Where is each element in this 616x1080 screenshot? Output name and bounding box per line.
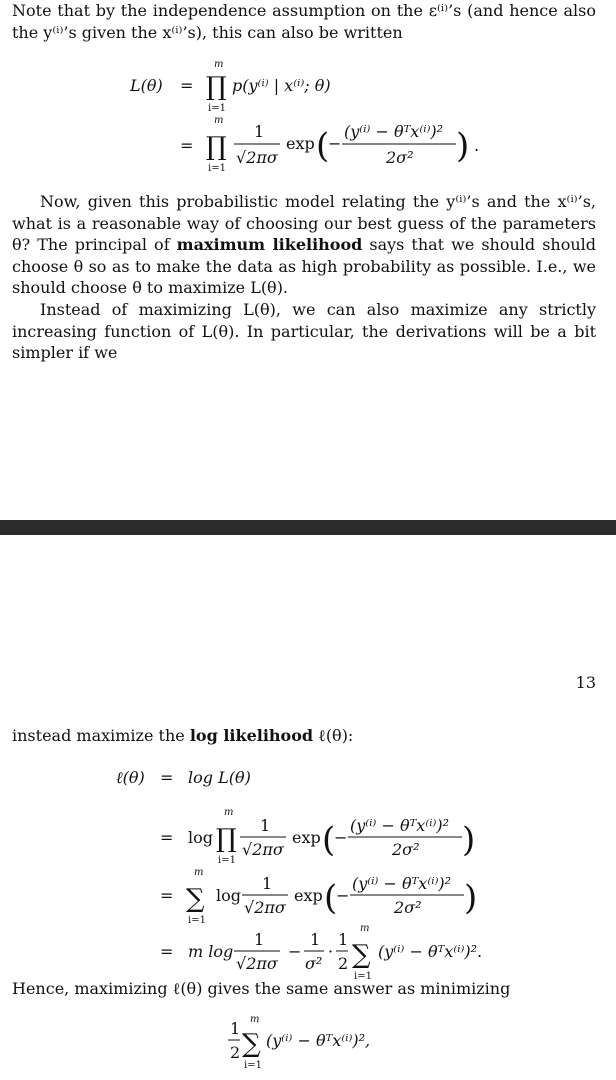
eq1-prod-2: ∏ xyxy=(206,132,227,162)
eq1-conditional: p(y⁽ⁱ⁾ | x⁽ⁱ⁾; θ) xyxy=(232,76,331,95)
eq2-log-3: log xyxy=(216,886,241,905)
eq2-frac-num-3: 1 xyxy=(262,874,273,893)
page-top xyxy=(0,0,616,520)
eq2-frac-num-4: 1 xyxy=(254,930,265,949)
eq1-exp-den: 2σ² xyxy=(386,148,414,167)
eq1-frac-num: 1 xyxy=(254,122,265,141)
eq2-equals-1: = xyxy=(160,768,174,787)
eq1-exp: exp xyxy=(286,134,315,153)
eq1-frac-den: √2πσ xyxy=(236,148,278,167)
eq2-frac-den-2: √2πσ xyxy=(242,840,284,859)
eq2-sum-term: (y⁽ⁱ⁾ − θᵀx⁽ⁱ⁾)². xyxy=(378,942,483,961)
eq2-one-a: 1 xyxy=(310,930,321,949)
eq3-sum-term: (y⁽ⁱ⁾ − θᵀx⁽ⁱ⁾)², xyxy=(266,1031,371,1050)
eq2-two: 2 xyxy=(338,954,349,973)
paragraph-hence: Hence, maximizing ℓ(θ) gives the same answer as minimizing xyxy=(12,979,511,998)
eq1-minus: − xyxy=(328,134,342,153)
eq1-prod-top-1: m xyxy=(214,59,224,70)
eq2-frac-num-2: 1 xyxy=(260,816,271,835)
eq2-frac-den-3: √2πσ xyxy=(244,898,286,917)
eq2-paren-right-3: ) xyxy=(464,878,478,918)
equation-log-likelihood xyxy=(0,757,616,982)
eq2-equals-2: = xyxy=(160,828,174,847)
eq2-sigma2: σ² xyxy=(305,954,323,973)
eq2-sum-4: ∑ xyxy=(352,940,371,970)
eq1-paren-left: ( xyxy=(316,126,330,166)
eq2-exp-den-2: 2σ² xyxy=(392,840,420,859)
eq1-prod-top-2: m xyxy=(214,115,224,126)
eq2-prod: ∏ xyxy=(216,824,237,854)
eq2-cdot: · xyxy=(328,942,334,961)
eq2-exp-num-3: (y⁽ⁱ⁾ − θᵀx⁽ⁱ⁾)² xyxy=(352,874,452,893)
eq2-sum-bottom-4: i=1 xyxy=(354,971,372,982)
eq2-sum-bottom-3: i=1 xyxy=(188,915,206,926)
eq2-one-b: 1 xyxy=(338,930,349,949)
eq2-lhs: ℓ(θ) xyxy=(116,768,145,787)
paragraph-independence: Note that by the independence assumption on the ε⁽ⁱ⁾’s (and hence also the y⁽ⁱ⁾’s given the x⁽ⁱ⁾’s), this can also be written xyxy=(12,1,596,42)
eq2-minus-3: − xyxy=(336,886,350,905)
eq1-equals-2: = xyxy=(180,136,194,155)
eq2-minus-4: − xyxy=(288,942,302,961)
eq3-two: 2 xyxy=(230,1043,241,1062)
eq2-sum-top-3: m xyxy=(194,867,204,878)
term-maximum-likelihood: maximum likelihood xyxy=(176,235,363,254)
eq2-frac-den-4: √2πσ xyxy=(236,954,278,973)
eq2-mlog: m log xyxy=(188,942,234,961)
eq2-paren-right-2: ) xyxy=(462,820,476,860)
eq1-prod-bottom-2: i=1 xyxy=(208,163,226,174)
eq2-log-L: log L(θ) xyxy=(188,768,251,787)
eq3-sum-bottom: i=1 xyxy=(244,1060,262,1071)
eq3-one: 1 xyxy=(230,1019,241,1038)
eq2-paren-left-2: ( xyxy=(322,820,336,860)
page-number: 13 xyxy=(575,673,596,692)
eq2-exp-num-2: (y⁽ⁱ⁾ − θᵀx⁽ⁱ⁾)² xyxy=(350,816,450,835)
eq1-period: . xyxy=(474,136,480,155)
eq2-exp-den-3: 2σ² xyxy=(394,898,422,917)
eq2-prod-top: m xyxy=(224,807,234,818)
eq3-sum-top: m xyxy=(250,1014,260,1025)
eq2-log-2: log xyxy=(188,828,213,847)
eq2-exp-2: exp xyxy=(292,828,321,847)
eq3-sum: ∑ xyxy=(242,1029,261,1059)
eq2-exp-3: exp xyxy=(294,886,323,905)
page-bottom xyxy=(0,535,616,1070)
eq2-sum-3: ∑ xyxy=(186,884,205,914)
eq1-exp-num: (y⁽ⁱ⁾ − θᵀx⁽ⁱ⁾)² xyxy=(344,122,444,141)
eq2-sum-top-4: m xyxy=(360,923,370,934)
eq2-equals-3: = xyxy=(160,886,174,905)
equation-least-squares xyxy=(0,1010,616,1080)
eq1-prod-1: ∏ xyxy=(206,72,227,102)
term-log-likelihood: log likelihood xyxy=(189,726,314,745)
eq2-minus-2: − xyxy=(334,828,348,847)
paragraph-log-likelihood: instead maximize the log likelihood ℓ(θ): xyxy=(12,726,354,745)
page-separator xyxy=(0,520,616,535)
eq1-paren-right: ) xyxy=(456,126,470,166)
eq1-prod-bottom-1: i=1 xyxy=(208,103,226,114)
paragraph-increasing-function: Instead of maximizing L(θ), we can also maximize any strictly increasing function of L(θ). In particular, the derivations will be a bit simpler if we xyxy=(12,300,596,362)
eq2-paren-left-3: ( xyxy=(324,878,338,918)
eq1-equals-1: = xyxy=(180,76,194,95)
eq2-equals-4: = xyxy=(160,942,174,961)
eq1-lhs: L(θ) xyxy=(130,76,163,95)
eq2-prod-bottom: i=1 xyxy=(218,855,236,866)
paragraph-maximum-likelihood: Now, given this probabilistic model relating the y⁽ⁱ⁾’s and the x⁽ⁱ⁾’s, what is a reasonable way of choosing our best guess of the parameters θ? The principal of maximum likelihood says that we should should choose θ so as to make the data as high probability as possible. I.e., we should choose θ to maximize L(θ). xyxy=(12,192,597,297)
